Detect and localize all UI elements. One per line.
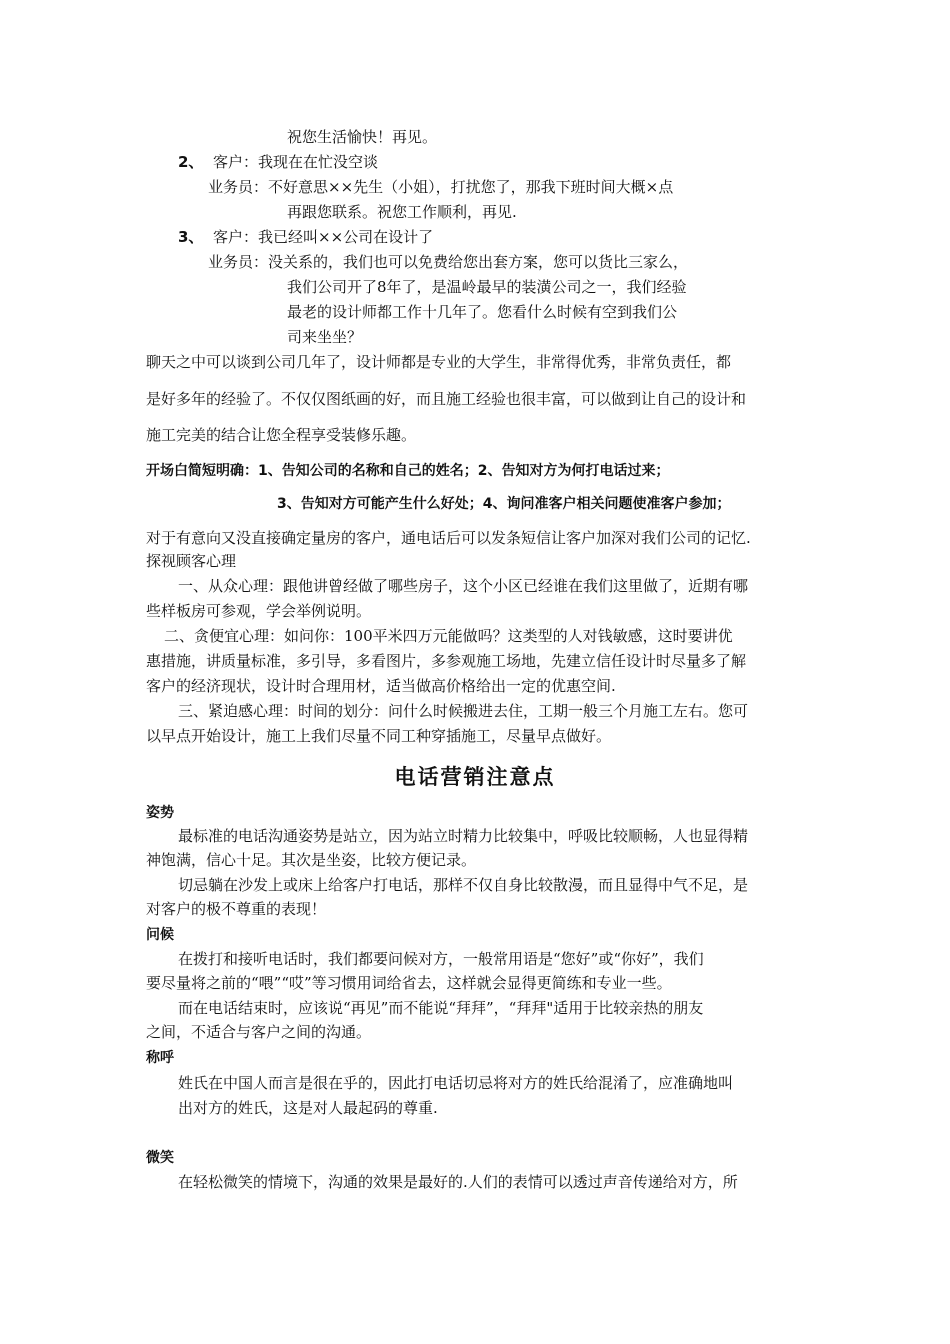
greeting-a-line-1: 在拨打和接听电话时，我们都要问候对方，一般常用语是“您好”或“你好”，我们: [178, 950, 704, 968]
chat-line-3: 施工完美的结合让您全程享受装修乐趣。: [146, 426, 417, 444]
item3-rep-line-2: 我们公司开了8年了，是温岭最早的装潢公司之一，我们经验: [287, 278, 687, 296]
section-title: 电话营销注意点: [394, 765, 556, 789]
psych-3-line-1: 三、紧迫感心理：时间的划分：问什么时候搬进去住，工期一般三个月施工左右。您可: [178, 702, 749, 720]
address-line-2: 出对方的姓氏，这是对人最起码的尊重.: [178, 1099, 438, 1117]
item2-rep-line-1: 业务员：不好意思××先生（小姐），打扰您了，那我下班时间大概×点: [208, 178, 674, 196]
item2-customer-line: 客户：我现在在忙没空谈: [213, 153, 379, 171]
item3-customer-line: 客户：我已经叫××公司在设计了: [213, 228, 434, 246]
psych-1-line-2: 些样板房可参观，学会举例说明。: [146, 602, 372, 620]
address-line-1: 姓氏在中国人而言是很在乎的，因此打电话切忌将对方的姓氏给混淆了，应准确地叫: [178, 1074, 734, 1092]
item3-rep-line-3: 最老的设计师都工作十几年了。您看什么时候有空到我们公: [287, 303, 678, 321]
greeting-a-line-2: 要尽量将之前的“喂”“哎”等习惯用词给省去，这样就会显得更简练和专业一些。: [146, 974, 672, 992]
posture-b-line-1: 切忌躺在沙发上或床上给客户打电话，那样不仅自身比较散漫，而且显得中气不足，是: [178, 876, 749, 894]
greeting-b-line-1: 而在电话结束时，应该说“再见”而不能说“拜拜”，“拜拜"适用于比较亲热的朋友: [178, 999, 704, 1017]
chat-line-2: 是好多年的经验了。不仅仅图纸画的好，而且施工经验也很丰富，可以做到让自己的设计和: [146, 390, 747, 408]
smile-heading: 微笑: [146, 1150, 174, 1166]
sms-line: 对于有意向又没直接确定量房的客户，通电话后可以发条短信让客户加深对我们公司的记忆.: [146, 529, 751, 547]
chat-line-1: 聊天之中可以谈到公司几年了，设计师都是专业的大学生，非常得优秀，非常负责任，都: [146, 353, 732, 371]
psych-1-line-1: 一、从众心理：跟他讲曾经做了哪些房子，这个小区已经谁在我们这里做了，近期有哪: [178, 577, 749, 595]
item3-rep-line-4: 司来坐坐？: [287, 328, 363, 346]
item3-rep-line-1: 业务员：没关系的，我们也可以免费给您出套方案，您可以货比三家么，: [208, 253, 689, 271]
closing-line: 祝您生活愉快！再见。: [287, 128, 438, 146]
opening-line-2: 3、告知对方可能产生什么好处；4、询问准客户相关问题使准客户参加；: [277, 496, 731, 512]
greeting-b-line-2: 之间，不适合与客户之间的沟通。: [146, 1023, 372, 1041]
address-heading: 称呼: [146, 1050, 174, 1066]
smile-line-1: 在轻松微笑的情境下，沟通的效果是最好的.人们的表情可以透过声音传递给对方，所: [178, 1173, 738, 1191]
psych-2-line-1: 二、贪便宜心理：如问你：100平米四万元能做吗？这类型的人对钱敏感，这时要讲优: [164, 627, 733, 645]
posture-b-line-2: 对客户的极不尊重的表现！: [146, 900, 327, 918]
posture-a-line-1: 最标准的电话沟通姿势是站立，因为站立时精力比较集中，呼吸比较顺畅，人也显得精: [178, 827, 749, 845]
posture-a-line-2: 神饱满，信心十足。其次是坐姿，比较方便记录。: [146, 851, 477, 869]
greeting-heading: 问候: [146, 927, 174, 943]
psych-2-line-2: 惠措施，讲质量标准，多引导，多看图片，多参观施工场地，先建立信任设计时尽量多了解: [146, 652, 747, 670]
item-number-3: 3、: [178, 228, 204, 246]
psych-2-line-3: 客户的经济现状，设计时合理用材，适当做高价格给出一定的优惠空间.: [146, 677, 616, 695]
posture-heading: 姿势: [146, 805, 174, 821]
item2-rep-line-2: 再跟您联系。祝您工作顺利，再见.: [287, 203, 517, 221]
opening-line-1: 开场白简短明确：1、告知公司的名称和自己的姓名；2、告知对方为何打电话过来；: [146, 463, 670, 479]
item-number-2: 2、: [178, 153, 204, 171]
psych-3-line-2: 以早点开始设计，施工上我们尽量不同工种穿插施工，尽量早点做好。: [146, 727, 612, 745]
psych-title: 探视顾客心理: [146, 552, 237, 570]
